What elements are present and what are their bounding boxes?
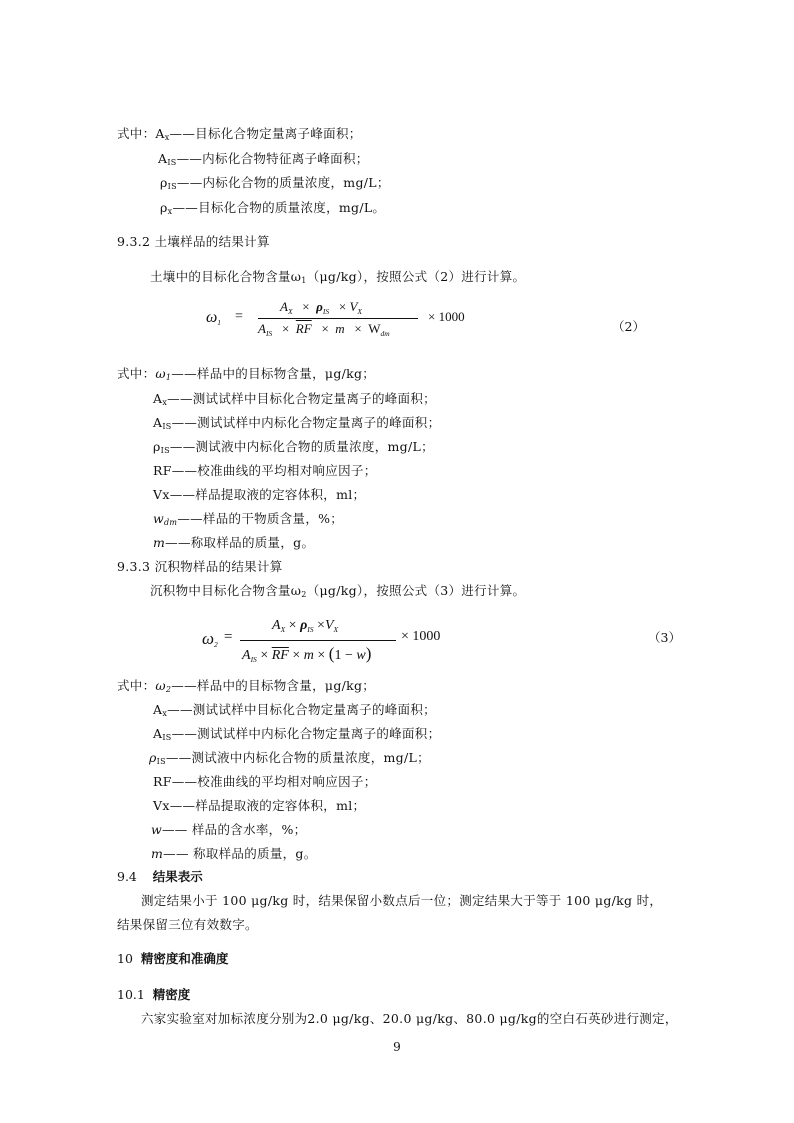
formula-factor: × 1000 <box>428 309 465 324</box>
var-label: ρ <box>160 175 168 190</box>
var-omega1-line <box>117 365 375 387</box>
var-label: $\omega_1$ <box>155 366 172 382</box>
var-desc: ——目标化合物的质量浓度，mg/L。 <box>172 200 386 215</box>
formula-denominator: $A_{IS}$ × $\overline{RF}$ × m × $W_{dm}$ <box>258 321 390 338</box>
paragraph-94-line1: 测定结果小于 100 μg/kg 时，结果保留小数点后一位；测定结果大于等于 100 μg/kg 时， <box>141 893 663 908</box>
var-sub: IS <box>167 158 177 167</box>
formula-denominator: $A_{IS} \times \overline{RF} \times m \times (1 - w)$ <box>242 644 372 664</box>
formula-eq: = <box>224 629 233 645</box>
formula-3 <box>196 616 496 668</box>
section-heading-933: 9.3.3 沉积物样品的结果计算 <box>117 559 283 574</box>
var-line: RF——校准曲线的平均相对响应因子； <box>153 774 377 789</box>
formula-numerator: $A_X \times \rho_{IS} \times V_X$ <box>272 618 339 634</box>
var-label: 式中：A <box>117 126 165 141</box>
var-rhox-line <box>160 199 385 221</box>
var-omega2-line: 式中：$\omega_2——$样品中的目标物含量，μg/kg； <box>117 678 376 694</box>
var-line: $\rho_{IS}——$测试液中内标化合物的质量浓度，mg/L； <box>153 439 434 455</box>
formula-numerator: $A_X$ × $\rho_{IS}$ × $V_X$ <box>280 299 362 316</box>
var-line: $A_x——$测试试样中目标化合物定量离子的峰面积； <box>153 391 436 407</box>
var-sub: x <box>167 207 173 216</box>
intro-text-rest: （μg/kg），按照公式（2）进行计算。 <box>306 269 526 284</box>
var-ax-line <box>117 125 362 147</box>
formula-lhs: ω1 <box>206 309 222 327</box>
var-desc: ——目标化合物定量离子峰面积； <box>169 126 362 141</box>
var-prefix: 式中： <box>117 366 156 381</box>
var-desc: ——内标化合物的质量浓度，mg/L； <box>176 175 390 190</box>
section-heading-932: 9.3.2 土壤样品的结果计算 <box>117 234 270 249</box>
var-desc: ——样品中的目标物含量，μg/kg； <box>171 366 376 381</box>
paragraph-101-line1: 六家实验室对加标浓度分别为2.0 μg/kg、20.0 μg/kg、80.0 μg/kg的空白石英砂进行测定， <box>141 1011 678 1026</box>
paragraph-94-line2: 结果保留三位有效数字。 <box>117 917 258 932</box>
var-sub: IS <box>167 182 177 191</box>
intro-text: 土壤中的目标化合物含量ω <box>150 269 302 284</box>
var-rhois-line <box>160 174 390 196</box>
fraction-bar <box>258 318 418 319</box>
intro-sub: 1 <box>301 276 307 285</box>
var-line: $\rho_{IS}——$测试液中内标化合物的质量浓度，mg/L； <box>149 750 430 766</box>
section-intro-932 <box>150 268 525 290</box>
section-heading-94: 9.4 结果表示 <box>117 869 203 884</box>
formula-factor: × 1000 <box>401 629 441 644</box>
formula-lhs: ω2 <box>202 629 218 649</box>
var-line: m——称取样品的质量，g。 <box>153 535 315 550</box>
section-intro-933: 沉积物中目标化合物含量$\omega_2(\mu g/kg)$，按照公式（3）进行计算。 <box>150 583 526 599</box>
var-line: RF——校准曲线的平均相对响应因子； <box>153 463 377 478</box>
var-desc: ——内标化合物特征离子峰面积； <box>176 151 369 166</box>
var-line: m—— 称取样品的质量，g。 <box>151 846 317 861</box>
var-line: $A_{IS}——$测试试样中内标化合物定量离子的峰面积； <box>153 415 441 431</box>
var-line: $w_{dm}——$样品的干物质含量，%； <box>153 511 344 527</box>
page-number: 9 <box>393 1040 401 1054</box>
section-heading-10: 10 精密度和准确度 <box>117 951 229 966</box>
formula-2 <box>200 296 500 346</box>
var-line: w—— 样品的含水率，%； <box>151 822 307 837</box>
var-line: $A_{IS}——$测试试样中内标化合物定量离子的峰面积； <box>153 726 441 742</box>
var-line: Vx——样品提取液的定容体积，ml； <box>153 798 366 813</box>
formula-3-number: （3） <box>648 630 681 645</box>
var-label: ρ <box>160 200 168 215</box>
var-line: $A_x——$测试试样中目标化合物定量离子的峰面积； <box>153 702 436 718</box>
var-sub: x <box>164 133 170 142</box>
var-ais-line <box>158 150 369 172</box>
var-line: Vx——样品提取液的定容体积，ml； <box>153 487 366 502</box>
section-heading-101: 10.1 精密度 <box>117 987 191 1002</box>
formula-2-number: （2） <box>612 319 645 334</box>
formula-eq: = <box>235 309 243 324</box>
fraction-bar <box>240 640 396 641</box>
var-label: A <box>158 151 168 166</box>
